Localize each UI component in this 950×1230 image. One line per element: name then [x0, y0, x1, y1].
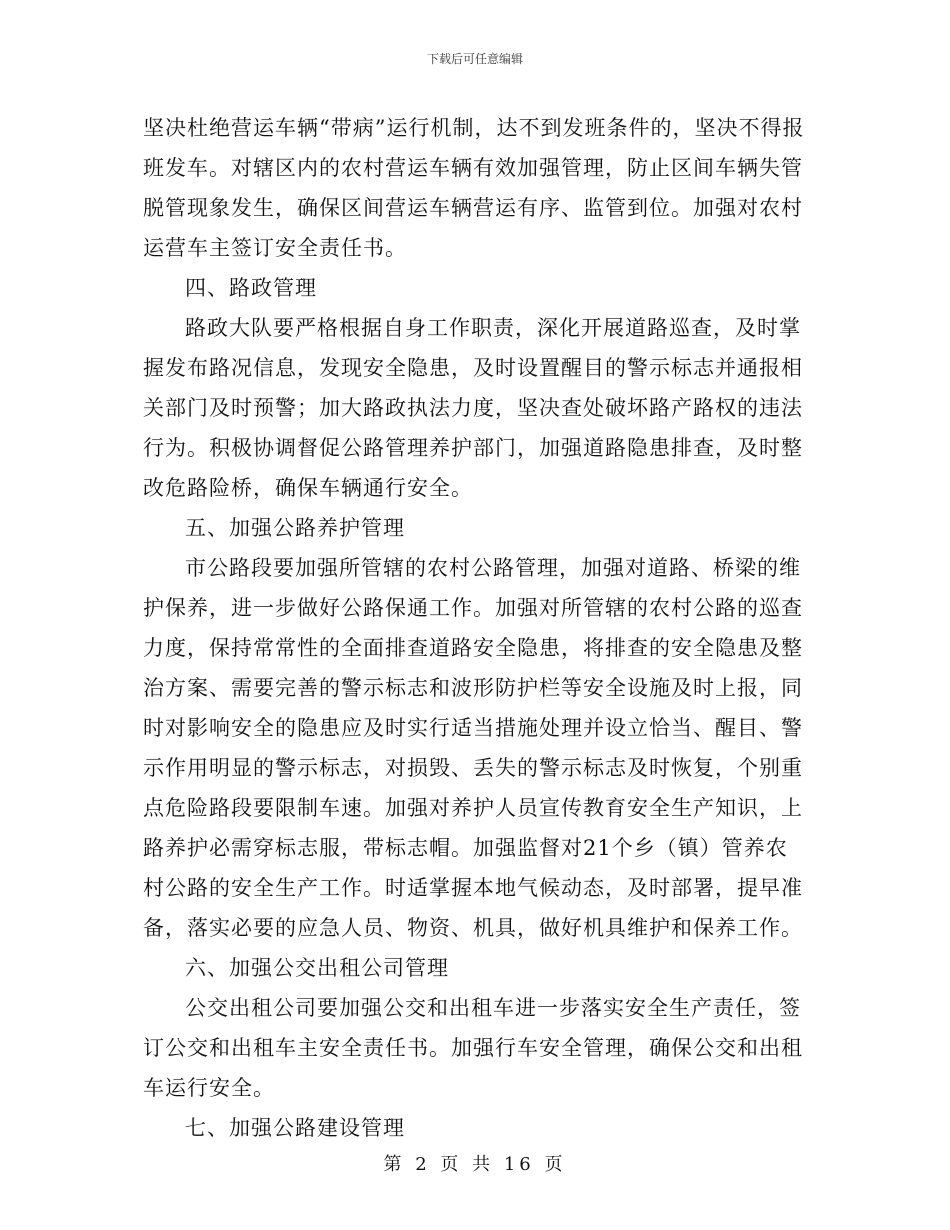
- paragraph-road-maintenance: 市公路段要加强所管辖的农村公路管理，加强对道路、桥梁的维护保养，进一步做好公路保通工作。加强对所管辖的农村公路的巡查力度，保持常常性的全面排查道路安全隐患，将排查的安全隐患及整治方案、需要完善的警示标志和波形防护栏等安全设施及时上报，同时对影响安全的隐患应及时实行适当措施处理并设立恰当、醒目、警示作用明显的警示标志，对损毁、丢失的警示标志及时恢复，个别重点危险路段要限制车速。加强对养护人员宣传教育安全生产知识，上路养护必需穿标志服，带标志帽。加强监督对21个乡（镇）管养农村公路的安全生产工作。时适掌握本地气候动态，及时部署，提早准备，落实必要的应急人员、物资、机具，做好机具维护和保养工作。: [143, 556, 803, 940]
- page-number-footer: 第 2 页 共 16 页: [383, 1154, 567, 1175]
- section-heading-4: 四、路政管理: [185, 276, 317, 300]
- paragraph-bus-taxi: 公交出租公司要加强公交和出租车进一步落实安全生产责任，签订公交和出租车主安全责任书。加强行车安全管理，确保公交和出租车运行安全。: [143, 996, 803, 1100]
- section-heading-6: 六、加强公交出租公司管理: [185, 956, 449, 980]
- page-header: 下载后可任意编辑: [426, 52, 523, 66]
- section-heading-7: 七、加强公路建设管理: [185, 1116, 405, 1140]
- paragraph-continued: 坚决杜绝营运车辆“带病”运行机制，达不到发班条件的，坚决不得报班发车。对辖区内的农村营运车辆有效加强管理，防止区间车辆失管脱管现象发生，确保区间营运车辆营运有序、监管到位。加强对农村运营车主签订安全责任书。: [143, 116, 805, 260]
- section-heading-5: 五、加强公路养护管理: [185, 516, 405, 540]
- document-body: [143, 108, 807, 1148]
- paragraph-road-administration: 路政大队要严格根据自身工作职责，深化开展道路巡查，及时掌握发布路况信息，发现安全隐患，及时设置醒目的警示标志并通报相关部门及时预警；加大路政执法力度，坚决查处破坏路产路权的违法行为。积极协调督促公路管理养护部门，加强道路隐患排查，及时整改危路险桥，确保车辆通行安全。: [143, 316, 803, 500]
